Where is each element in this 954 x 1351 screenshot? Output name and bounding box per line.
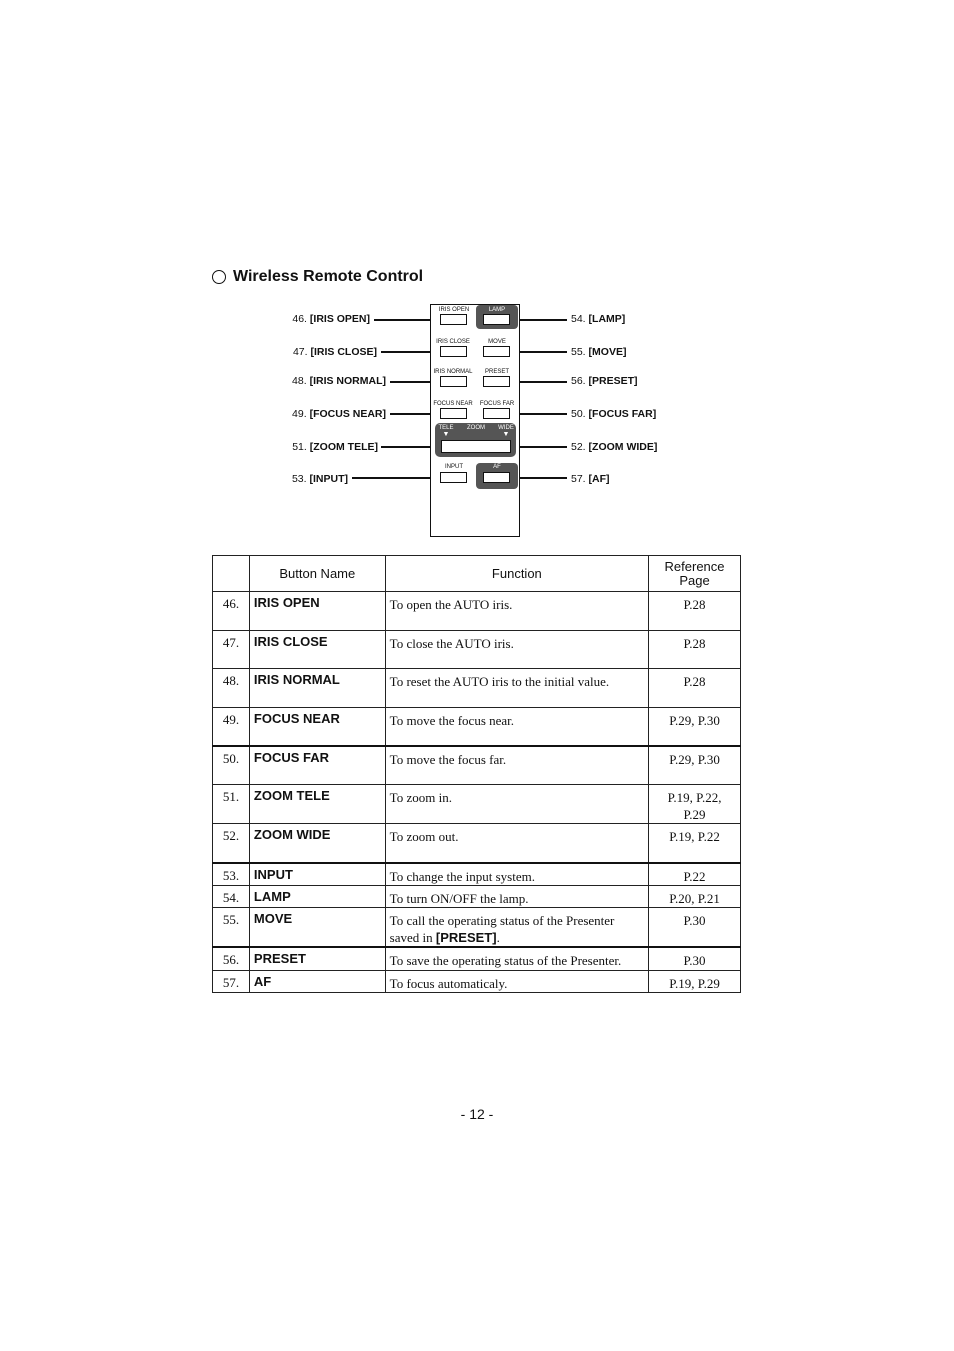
iris-normal-label: IRIS NORMAL	[433, 369, 473, 375]
table-header-row	[213, 556, 741, 592]
section-title-text: Wireless Remote Control	[233, 268, 424, 285]
table-row	[213, 592, 741, 631]
zoom-rocker-button[interactable]	[441, 440, 511, 453]
row-num: 51.	[213, 785, 250, 824]
table-row	[213, 669, 741, 708]
callout-af: 57. [AF]	[571, 473, 610, 485]
table-row	[213, 824, 741, 863]
leader-line	[374, 319, 438, 321]
row-ref: P.19, P.22, P.29	[649, 785, 741, 824]
remote-diagram	[0, 0, 954, 560]
table-row	[213, 708, 741, 746]
tele-label: TELE	[438, 425, 454, 431]
callout-input: 53. [INPUT]	[291, 473, 348, 485]
row-name: IRIS CLOSE	[249, 631, 385, 669]
af-label: AF	[493, 464, 501, 470]
page-number: - 12 -	[460, 1106, 494, 1122]
row-ref: P.30	[649, 908, 741, 948]
row-function: To save the operating status of the Presenter.	[385, 947, 648, 970]
row-num: 49.	[213, 708, 250, 746]
header-function: Function	[385, 556, 648, 592]
leader-line	[352, 477, 438, 479]
iris-normal-button[interactable]	[440, 376, 467, 387]
callout-focus-near: 49. [FOCUS NEAR]	[292, 408, 386, 420]
callout-zoom-tele: 51. [ZOOM TELE]	[292, 441, 378, 453]
table-row	[213, 863, 741, 886]
row-ref: P.28	[649, 669, 741, 708]
row-ref: P.28	[649, 592, 741, 631]
callout-move: 55. [MOVE]	[571, 346, 627, 358]
row-name: MOVE	[249, 908, 385, 948]
table-row	[213, 970, 741, 992]
header-button-name: Button Name	[249, 556, 385, 592]
row-name: IRIS NORMAL	[249, 669, 385, 708]
table-row	[213, 947, 741, 970]
table-row	[213, 886, 741, 908]
table-row	[213, 908, 741, 948]
row-num: 50.	[213, 746, 250, 785]
table-row	[213, 785, 741, 824]
row-function: To move the focus far.	[385, 746, 648, 785]
wide-arrow-icon: ▼	[502, 431, 510, 438]
callout-lamp: 54. [LAMP]	[571, 313, 626, 325]
focus-near-button[interactable]	[440, 408, 467, 419]
row-name: FOCUS NEAR	[249, 708, 385, 746]
row-function: To zoom in.	[385, 785, 648, 824]
row-ref: P.28	[649, 631, 741, 669]
preset-button[interactable]	[483, 376, 510, 387]
table-row	[213, 631, 741, 669]
row-num: 47.	[213, 631, 250, 669]
button-function-table	[212, 555, 741, 993]
row-num: 54.	[213, 886, 250, 908]
row-ref: P.29, P.30	[649, 708, 741, 746]
row-name: LAMP	[249, 886, 385, 908]
row-function: To open the AUTO iris.	[385, 592, 648, 631]
row-function: To zoom out.	[385, 824, 648, 863]
row-name: AF	[249, 970, 385, 992]
row-num: 55.	[213, 908, 250, 948]
af-button[interactable]	[483, 472, 510, 483]
input-label: INPUT	[445, 464, 463, 470]
wide-label: WIDE	[498, 425, 514, 431]
iris-open-button[interactable]	[440, 314, 467, 325]
row-num: 56.	[213, 947, 250, 970]
iris-close-button[interactable]	[440, 346, 467, 357]
move-label: MOVE	[488, 339, 506, 345]
row-name: INPUT	[249, 863, 385, 886]
row-name: IRIS OPEN	[249, 592, 385, 631]
row-function: To focus automaticaly.	[385, 970, 648, 992]
focus-near-label: FOCUS NEAR	[433, 401, 473, 407]
callout-iris-close: 47. [IRIS CLOSE]	[292, 346, 377, 358]
row-function: To move the focus near.	[385, 708, 648, 746]
row-ref: P.22	[649, 863, 741, 886]
iris-open-label: IRIS OPEN	[438, 307, 470, 313]
row-num: 57.	[213, 970, 250, 992]
row-name: FOCUS FAR	[249, 746, 385, 785]
row-name: ZOOM TELE	[249, 785, 385, 824]
callout-focus-far: 50. [FOCUS FAR]	[571, 408, 657, 420]
callout-preset: 56. [PRESET]	[571, 375, 638, 387]
row-num: 52.	[213, 824, 250, 863]
tele-arrow-icon: ▼	[442, 431, 450, 438]
zoom-label: ZOOM	[467, 425, 485, 431]
iris-close-label: IRIS CLOSE	[436, 339, 470, 345]
input-button[interactable]	[440, 472, 467, 483]
row-function: To close the AUTO iris.	[385, 631, 648, 669]
row-ref: P.20, P.21	[649, 886, 741, 908]
row-num: 53.	[213, 863, 250, 886]
row-function: To call the operating status of the Presenter saved in [PRESET].	[385, 908, 648, 948]
table-row	[213, 746, 741, 785]
focus-far-button[interactable]	[483, 408, 510, 419]
lamp-button[interactable]	[483, 314, 510, 325]
header-reference-page: Reference Page	[649, 556, 741, 592]
preset-label: PRESET	[484, 369, 510, 375]
row-name: PRESET	[249, 947, 385, 970]
row-name: ZOOM WIDE	[249, 824, 385, 863]
lamp-label: LAMP	[488, 307, 506, 313]
callout-iris-normal: 48. [IRIS NORMAL]	[292, 375, 386, 387]
row-num: 46.	[213, 592, 250, 631]
move-button[interactable]	[483, 346, 510, 357]
row-num: 48.	[213, 669, 250, 708]
focus-far-label: FOCUS FAR	[479, 401, 515, 407]
row-function: To change the input system.	[385, 863, 648, 886]
callout-zoom-wide: 52. [ZOOM WIDE]	[571, 441, 658, 453]
row-function: To turn ON/OFF the lamp.	[385, 886, 648, 908]
row-ref: P.19, P.22	[649, 824, 741, 863]
callout-iris-open: 46. [IRIS OPEN]	[292, 313, 370, 325]
header-num	[213, 556, 250, 592]
row-ref: P.30	[649, 947, 741, 970]
row-ref: P.29, P.30	[649, 746, 741, 785]
row-function: To reset the AUTO iris to the initial value.	[385, 669, 648, 708]
row-ref: P.19, P.29	[649, 970, 741, 992]
